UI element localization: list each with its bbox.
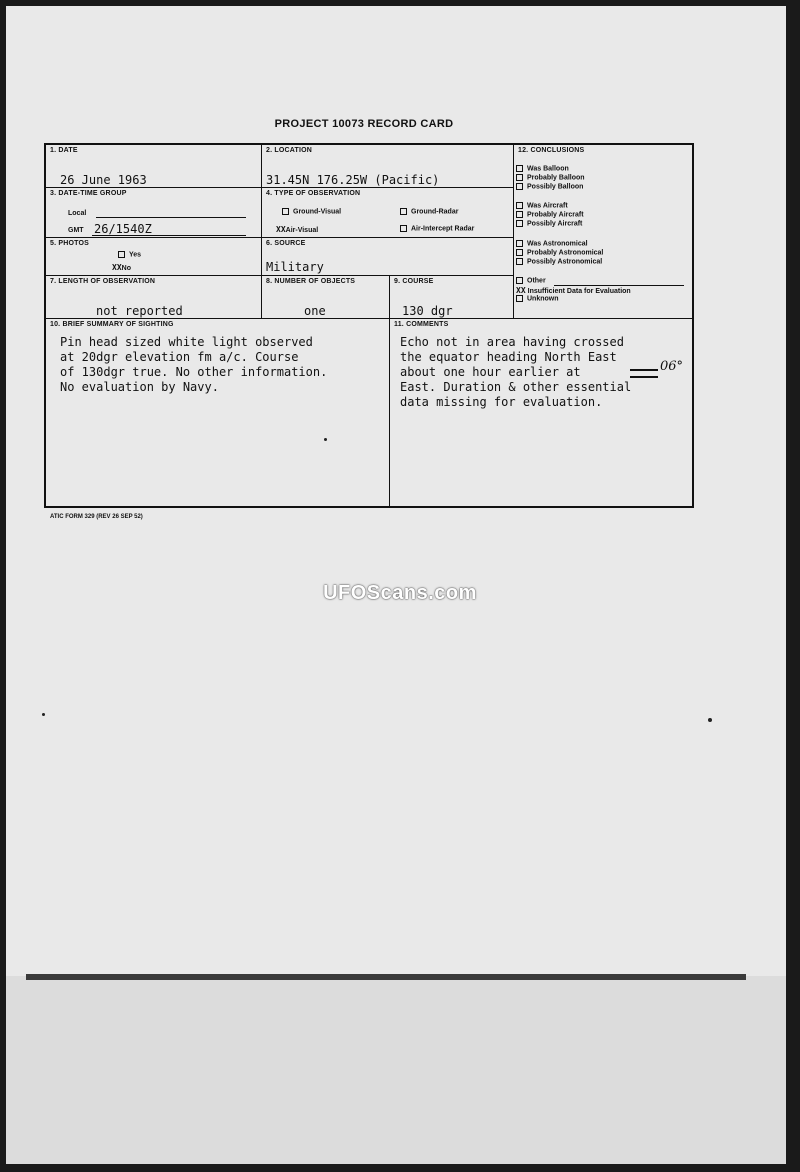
photos-no-mark: XX xyxy=(112,263,122,272)
conclusion-possibly-aircraft: Possibly Aircraft xyxy=(516,220,582,227)
air-visual-mark: XX xyxy=(276,225,286,234)
course-value: 130 dgr xyxy=(402,304,453,318)
photos-cell xyxy=(46,238,262,276)
speck xyxy=(708,718,712,722)
checkbox-icon xyxy=(400,208,407,215)
conclusion-unknown: Unknown xyxy=(516,295,559,302)
objects-label: 8. NUMBER OF OBJECTS xyxy=(266,278,356,285)
summary-cell xyxy=(46,319,390,506)
date-cell xyxy=(46,145,262,188)
photos-no-option: XXNo xyxy=(112,263,131,272)
course-label: 9. COURSE xyxy=(394,278,434,285)
struck-out-text xyxy=(630,369,658,378)
conclusion-was-astronomical: Was Astronomical xyxy=(516,240,588,247)
conclusion-other: Other xyxy=(516,277,546,284)
record-grid xyxy=(44,143,694,508)
conclusion-possibly-balloon: Possibly Balloon xyxy=(516,183,583,190)
handwritten-correction: 06° xyxy=(660,359,684,374)
ground-radar-option: Ground-Radar xyxy=(400,208,458,215)
date-value: 26 June 1963 xyxy=(60,173,147,187)
insufficient-mark: XX xyxy=(516,286,526,295)
gmt-value: 26/1540Z xyxy=(94,222,152,236)
page-lower-area xyxy=(6,976,786,1164)
gmt-label: GMT xyxy=(68,227,84,234)
speck xyxy=(42,713,45,716)
summary-line: No evaluation by Navy. xyxy=(60,380,219,394)
date-time-group-label: 3. DATE-TIME GROUP xyxy=(50,190,127,197)
comments-line: about one hour earlier at xyxy=(400,365,581,379)
location-cell xyxy=(262,145,514,188)
checkbox-icon xyxy=(516,249,523,256)
comments-line: Echo not in area having crossed xyxy=(400,335,624,349)
photos-label: 5. PHOTOS xyxy=(50,240,90,247)
summary-label: 10. BRIEF SUMMARY OF SIGHTING xyxy=(50,321,174,328)
comments-line: data missing for evaluation. xyxy=(400,395,603,409)
conclusion-probably-balloon: Probably Balloon xyxy=(516,174,585,181)
summary-line: Pin head sized white light observed xyxy=(60,335,313,349)
gmt-underline xyxy=(92,235,246,236)
air-visual-option: XXAir-Visual xyxy=(276,225,319,234)
conclusions-cell xyxy=(514,145,692,319)
checkbox-icon xyxy=(118,251,125,258)
summary-line: of 130dgr true. No other information. xyxy=(60,365,328,379)
course-cell xyxy=(390,276,514,319)
photos-yes-option: Yes xyxy=(118,251,141,258)
conclusions-label: 12. CONCLUSIONS xyxy=(518,147,585,154)
type-of-observation-label: 4. TYPE OF OBSERVATION xyxy=(266,190,361,197)
form-identifier: ATIC FORM 329 (REV 26 SEP 52) xyxy=(50,514,143,520)
watermark: UFOScans.com xyxy=(323,582,477,604)
conclusion-was-aircraft: Was Aircraft xyxy=(516,202,568,209)
summary-line: at 20dgr elevation fm a/c. Course xyxy=(60,350,299,364)
checkbox-icon xyxy=(516,183,523,190)
comments-label: 11. COMMENTS xyxy=(394,321,449,328)
conclusion-insufficient-data: XX Insufficient Data for Evaluation xyxy=(516,286,631,295)
comments-line: East. Duration & other essential xyxy=(400,380,632,394)
type-of-observation-cell xyxy=(262,188,514,238)
length-cell xyxy=(46,276,262,319)
source-value: Military xyxy=(266,260,324,274)
length-value: not reported xyxy=(96,304,183,318)
air-intercept-radar-option: Air-Intercept Radar xyxy=(400,225,474,232)
record-card xyxy=(24,106,724,526)
checkbox-icon xyxy=(400,225,407,232)
checkbox-icon xyxy=(516,258,523,265)
conclusion-probably-astronomical: Probably Astronomical xyxy=(516,249,603,256)
conclusion-probably-aircraft: Probably Aircraft xyxy=(516,211,584,218)
location-value: 31.45N 176.25W (Pacific) xyxy=(266,173,440,187)
speck xyxy=(324,438,327,441)
source-cell xyxy=(262,238,514,276)
checkbox-icon xyxy=(516,211,523,218)
checkbox-icon xyxy=(516,202,523,209)
card-title: PROJECT 10073 RECORD CARD xyxy=(274,118,454,130)
ground-visual-option: Ground-Visual xyxy=(282,208,341,215)
comments-cell xyxy=(390,319,692,506)
location-label: 2. LOCATION xyxy=(266,147,313,154)
local-underline xyxy=(96,217,246,218)
checkbox-icon xyxy=(282,208,289,215)
checkbox-icon xyxy=(516,220,523,227)
checkbox-icon xyxy=(516,295,523,302)
date-label: 1. DATE xyxy=(50,147,78,154)
checkbox-icon xyxy=(516,240,523,247)
date-time-group-cell xyxy=(46,188,262,238)
conclusion-was-balloon: Was Balloon xyxy=(516,165,569,172)
page-fold-shadow xyxy=(26,974,746,980)
local-label: Local xyxy=(68,210,87,217)
checkbox-icon xyxy=(516,165,523,172)
conclusion-possibly-astronomical: Possibly Astronomical xyxy=(516,258,602,265)
objects-value: one xyxy=(304,304,326,318)
objects-cell xyxy=(262,276,390,319)
comments-line: the equator heading North East xyxy=(400,350,617,364)
checkbox-icon xyxy=(516,174,523,181)
checkbox-icon xyxy=(516,277,523,284)
source-label: 6. SOURCE xyxy=(266,240,306,247)
length-label: 7. LENGTH OF OBSERVATION xyxy=(50,278,156,285)
